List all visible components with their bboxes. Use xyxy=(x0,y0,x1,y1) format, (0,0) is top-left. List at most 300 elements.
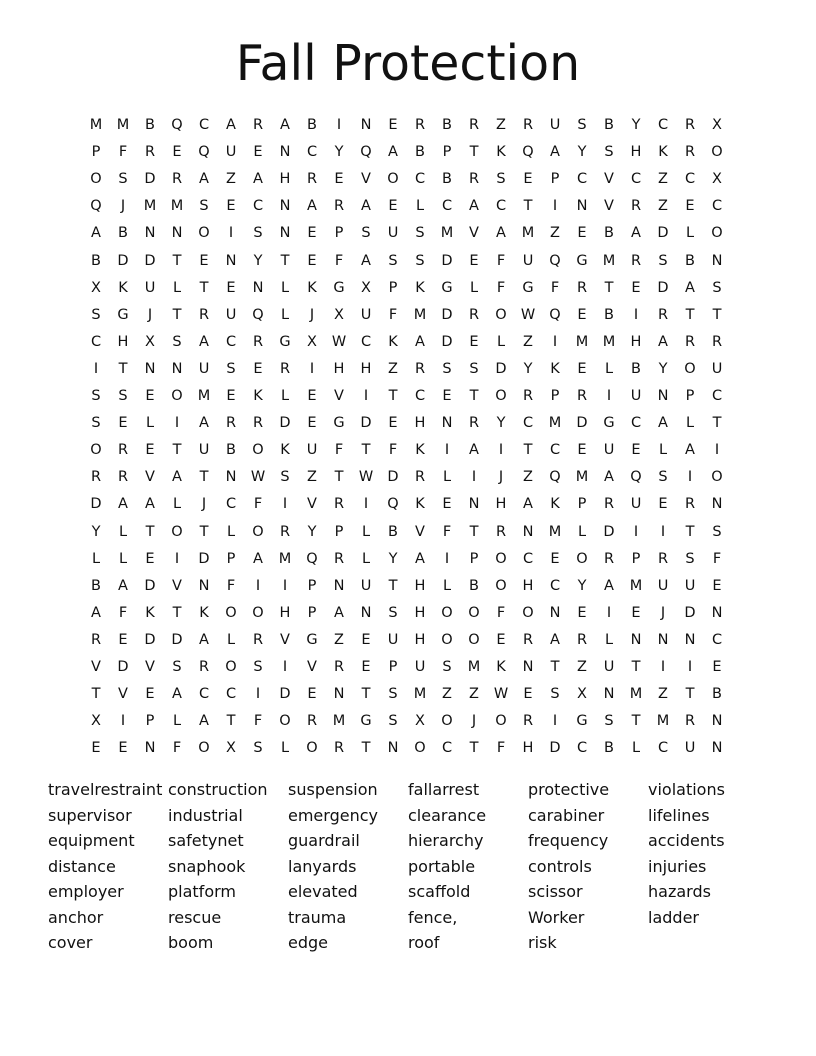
grid-letter: K xyxy=(145,604,155,621)
grid-letter: H xyxy=(630,144,642,161)
grid-letter: V xyxy=(91,659,101,675)
grid-letter: V xyxy=(307,659,317,675)
grid-letter: X xyxy=(91,279,101,296)
word-list-item: elevated xyxy=(288,882,358,901)
grid-letter: M xyxy=(332,713,346,730)
grid-letter: I xyxy=(255,577,261,594)
grid-letter: N xyxy=(549,604,561,621)
grid-letter: U xyxy=(603,659,615,675)
grid-letter: O xyxy=(171,523,183,540)
grid-letter: N xyxy=(387,740,399,757)
grid-letter: I xyxy=(606,604,612,621)
grid-letter: P xyxy=(91,144,101,161)
grid-letter: I xyxy=(444,442,450,459)
grid-letter: A xyxy=(280,117,290,133)
grid-letter: A xyxy=(685,279,695,296)
grid-letter: R xyxy=(144,144,156,161)
word-list-item: scaffold xyxy=(408,882,471,901)
grid-letter: E xyxy=(253,144,263,161)
grid-letter: M xyxy=(629,686,643,703)
word-list-item: lifelines xyxy=(648,805,710,825)
grid-letter: F xyxy=(712,550,722,567)
grid-letter: T xyxy=(523,198,533,215)
grid-letter: L xyxy=(145,415,155,432)
grid-letter: K xyxy=(550,496,560,513)
grid-letter: I xyxy=(552,198,558,215)
grid-letter: R xyxy=(576,279,588,296)
grid-letter: R xyxy=(495,523,507,540)
grid-letter: G xyxy=(117,306,129,323)
grid-letter: C xyxy=(684,171,696,188)
grid-letter: E xyxy=(577,360,587,377)
grid-letter: O xyxy=(414,740,426,757)
grid-letter: M xyxy=(116,117,130,133)
grid-letter: H xyxy=(495,496,507,513)
grid-letter: N xyxy=(711,740,723,757)
grid-letter: X xyxy=(361,279,371,296)
grid-letter: J xyxy=(498,469,504,486)
grid-letter: Z xyxy=(307,469,317,486)
grid-letter: M xyxy=(278,550,292,567)
grid-letter: Q xyxy=(522,144,534,161)
grid-letter: N xyxy=(144,360,156,377)
word-list-item: Worker xyxy=(528,907,585,927)
grid-letter: Z xyxy=(658,198,668,215)
grid-letter: Q xyxy=(549,252,561,269)
grid-letter: Z xyxy=(577,659,587,675)
grid-letter: Z xyxy=(658,171,668,188)
page-title: Fall Protection xyxy=(235,35,581,92)
grid-letter: N xyxy=(630,631,642,648)
grid-letter: S xyxy=(253,740,263,757)
grid-letter: R xyxy=(117,469,129,486)
grid-letter: N xyxy=(657,631,669,648)
grid-letter: A xyxy=(388,144,398,161)
grid-letter: F xyxy=(550,279,560,296)
grid-letter: V xyxy=(172,577,182,594)
grid-letter: O xyxy=(252,442,264,459)
grid-letter: O xyxy=(495,577,507,594)
grid-letter: R xyxy=(657,550,669,567)
grid-letter: C xyxy=(306,144,318,161)
grid-letter: R xyxy=(117,442,129,459)
grid-letter: C xyxy=(495,198,507,215)
grid-letter: F xyxy=(442,523,452,540)
grid-letter: E xyxy=(226,198,236,215)
grid-letter: Q xyxy=(549,469,561,486)
grid-letter: G xyxy=(441,279,453,296)
grid-letter: F xyxy=(496,279,506,296)
grid-letter: A xyxy=(658,415,668,432)
grid-letter: I xyxy=(606,388,612,404)
grid-letter: D xyxy=(144,252,156,269)
grid-letter: E xyxy=(388,415,398,432)
grid-letter: K xyxy=(415,279,425,296)
grid-letter: R xyxy=(684,496,696,513)
grid-letter: R xyxy=(252,333,264,350)
grid-letter: C xyxy=(522,415,534,432)
grid-letter: F xyxy=(334,442,344,459)
grid-letter: O xyxy=(279,713,291,730)
grid-letter: S xyxy=(172,659,182,675)
grid-letter: V xyxy=(307,496,317,513)
word-list-item: trauma xyxy=(288,907,347,927)
grid-letter: T xyxy=(388,577,398,594)
grid-letter: C xyxy=(360,333,372,350)
grid-letter: X xyxy=(226,740,236,757)
grid-letter: U xyxy=(630,496,642,513)
grid-letter: I xyxy=(444,550,450,567)
grid-letter: D xyxy=(549,740,561,757)
grid-letter: L xyxy=(442,469,452,486)
grid-letter: O xyxy=(468,604,480,621)
grid-letter: A xyxy=(118,496,128,513)
grid-letter: T xyxy=(469,144,479,161)
grid-letter: X xyxy=(307,333,317,350)
grid-letter: D xyxy=(90,496,102,513)
word-list-item: rescue xyxy=(168,907,222,927)
grid-letter: A xyxy=(685,442,695,459)
grid-letter: R xyxy=(684,117,696,133)
grid-letter: T xyxy=(118,360,128,377)
grid-letter: B xyxy=(91,577,101,594)
grid-letter: O xyxy=(522,604,534,621)
grid-letter: Q xyxy=(198,144,210,161)
grid-letter: B xyxy=(604,306,614,323)
grid-letter: T xyxy=(361,740,371,757)
grid-letter: D xyxy=(441,306,453,323)
grid-letter: R xyxy=(684,713,696,730)
grid-letter: O xyxy=(306,740,318,757)
grid-letter: E xyxy=(658,496,668,513)
grid-letter: O xyxy=(495,306,507,323)
grid-letter: M xyxy=(602,252,616,269)
word-list-item: accidents xyxy=(648,831,725,850)
grid-letter: K xyxy=(199,604,209,621)
grid-letter: J xyxy=(471,713,477,730)
grid-letter: E xyxy=(496,631,506,648)
grid-letter: E xyxy=(442,496,452,513)
grid-letter: T xyxy=(685,306,695,323)
grid-letter: Z xyxy=(469,686,479,703)
grid-letter: S xyxy=(91,388,101,404)
grid-letter: I xyxy=(498,442,504,459)
word-list-item: guardrail xyxy=(288,831,360,850)
grid-letter: R xyxy=(522,631,534,648)
grid-letter: A xyxy=(199,333,209,350)
grid-letter: L xyxy=(280,279,290,296)
word-list-item: anchor xyxy=(48,907,104,927)
grid-letter: R xyxy=(630,252,642,269)
grid-letter: I xyxy=(282,577,288,594)
grid-letter: E xyxy=(307,415,317,432)
grid-letter: S xyxy=(550,686,560,703)
grid-letter: B xyxy=(442,117,452,133)
grid-letter: H xyxy=(279,604,291,621)
grid-letter: Q xyxy=(387,496,399,513)
grid-letter: D xyxy=(144,631,156,648)
grid-letter: R xyxy=(630,198,642,215)
grid-letter: I xyxy=(660,659,666,675)
grid-letter: U xyxy=(549,117,561,133)
grid-letter: C xyxy=(711,631,723,648)
grid-letter: C xyxy=(252,198,264,215)
grid-letter: A xyxy=(118,577,128,594)
grid-letter: T xyxy=(523,442,533,459)
grid-letter: W xyxy=(331,333,347,350)
grid-letter: E xyxy=(307,252,317,269)
grid-letter: L xyxy=(442,577,452,594)
word-list-item: hazards xyxy=(648,882,711,901)
grid-letter: N xyxy=(333,577,345,594)
grid-letter: S xyxy=(712,279,722,296)
grid-letter: D xyxy=(495,360,507,377)
grid-letter: M xyxy=(575,333,589,350)
grid-letter: T xyxy=(469,388,479,404)
grid-letter: L xyxy=(577,523,587,540)
grid-letter: X xyxy=(577,686,587,703)
grid-letter: R xyxy=(414,117,426,133)
grid-letter: I xyxy=(363,496,369,513)
word-list-item: distance xyxy=(48,856,116,876)
grid-letter: E xyxy=(307,686,317,703)
grid-letter: E xyxy=(631,279,641,296)
grid-letter: F xyxy=(253,713,263,730)
grid-letter: P xyxy=(334,523,344,540)
grid-letter: H xyxy=(522,740,534,757)
grid-letter: C xyxy=(414,171,426,188)
grid-letter: B xyxy=(604,740,614,757)
grid-letter: R xyxy=(684,333,696,350)
grid-letter: F xyxy=(172,740,182,757)
grid-letter: F xyxy=(496,740,506,757)
grid-letter: R xyxy=(252,631,264,648)
word-list-item: portable xyxy=(408,856,476,876)
grid-letter: Y xyxy=(91,523,101,540)
grid-letter: Z xyxy=(388,360,398,377)
grid-letter: I xyxy=(687,659,693,675)
grid-letter: M xyxy=(170,198,184,215)
grid-letter: U xyxy=(630,388,642,404)
grid-letter: B xyxy=(91,252,101,269)
grid-letter: R xyxy=(90,469,102,486)
grid-letter: B xyxy=(145,117,155,133)
grid-letter: R xyxy=(522,117,534,133)
grid-letter: T xyxy=(199,469,209,486)
grid-letter: S xyxy=(442,360,452,377)
grid-letter: E xyxy=(226,279,236,296)
grid-letter: M xyxy=(413,306,427,323)
grid-letter: P xyxy=(145,713,155,730)
grid-letter: C xyxy=(522,550,534,567)
grid-letter: O xyxy=(171,388,183,404)
grid-letter: V xyxy=(604,198,614,215)
grid-letter: Y xyxy=(631,117,641,133)
grid-letter: N xyxy=(279,225,291,242)
grid-letter: I xyxy=(552,333,558,350)
grid-letter: P xyxy=(550,388,560,404)
word-list-item: cover xyxy=(48,933,93,952)
grid-letter: O xyxy=(711,469,723,486)
grid-letter: Z xyxy=(442,686,452,703)
grid-letter: I xyxy=(282,659,288,675)
grid-letter: U xyxy=(306,442,318,459)
grid-letter: K xyxy=(550,360,560,377)
grid-letter: G xyxy=(333,279,345,296)
grid-letter: C xyxy=(198,117,210,133)
grid-letter: O xyxy=(468,631,480,648)
grid-letter: N xyxy=(684,631,696,648)
grid-letter: Z xyxy=(550,225,560,242)
grid-letter: C xyxy=(657,740,669,757)
grid-letter: X xyxy=(91,713,101,730)
grid-letter: D xyxy=(603,523,615,540)
grid-letter: O xyxy=(225,659,237,675)
grid-letter: O xyxy=(711,144,723,161)
grid-letter: E xyxy=(523,171,533,188)
grid-letter: V xyxy=(145,469,155,486)
grid-letter: M xyxy=(467,659,481,675)
grid-letter: E xyxy=(442,388,452,404)
grid-letter: K xyxy=(496,659,506,675)
grid-letter: S xyxy=(685,550,695,567)
grid-letter: F xyxy=(334,252,344,269)
grid-letter: R xyxy=(522,388,534,404)
grid-letter: D xyxy=(144,171,156,188)
grid-letter: R xyxy=(684,144,696,161)
grid-letter: T xyxy=(685,686,695,703)
grid-letter: H xyxy=(522,577,534,594)
grid-letter: X xyxy=(712,171,722,188)
grid-letter: R xyxy=(576,631,588,648)
grid-letter: R xyxy=(252,415,264,432)
grid-letter: V xyxy=(415,523,425,540)
grid-letter: E xyxy=(145,550,155,567)
grid-letter: I xyxy=(336,117,342,133)
grid-letter: S xyxy=(91,415,101,432)
grid-letter: E xyxy=(253,360,263,377)
grid-letter: M xyxy=(656,713,670,730)
grid-letter: U xyxy=(144,279,156,296)
grid-letter: S xyxy=(712,523,722,540)
grid-letter: O xyxy=(576,550,588,567)
grid-letter: G xyxy=(603,415,615,432)
grid-letter: V xyxy=(604,171,614,188)
word-list-item: violations xyxy=(648,780,725,799)
grid-letter: F xyxy=(388,306,398,323)
grid-letter: C xyxy=(441,740,453,757)
grid-letter: T xyxy=(604,279,614,296)
word-list-item: risk xyxy=(528,933,557,952)
grid-letter: S xyxy=(253,659,263,675)
grid-letter: A xyxy=(415,550,425,567)
grid-letter: N xyxy=(360,604,372,621)
grid-letter: J xyxy=(147,306,153,323)
grid-letter: I xyxy=(174,550,180,567)
grid-letter: T xyxy=(685,523,695,540)
word-list-item: boom xyxy=(168,933,214,952)
grid-letter: C xyxy=(549,577,561,594)
grid-letter: S xyxy=(496,171,506,188)
grid-letter: C xyxy=(198,686,210,703)
grid-letter: R xyxy=(576,388,588,404)
grid-letter: P xyxy=(307,577,317,594)
grid-letter: M xyxy=(413,686,427,703)
grid-letter: R xyxy=(333,550,345,567)
word-list-item: fallarrest xyxy=(408,780,480,799)
grid-letter: I xyxy=(687,469,693,486)
grid-letter: R xyxy=(414,360,426,377)
grid-letter: D xyxy=(684,604,696,621)
grid-letter: G xyxy=(333,415,345,432)
grid-letter: T xyxy=(469,523,479,540)
grid-letter: G xyxy=(279,333,291,350)
grid-letter: M xyxy=(521,225,535,242)
word-list-item: supervisor xyxy=(48,805,132,825)
grid-letter: E xyxy=(172,144,182,161)
grid-letter: A xyxy=(631,225,641,242)
grid-letter: U xyxy=(198,360,210,377)
grid-letter: C xyxy=(225,333,237,350)
grid-letter: A xyxy=(550,144,560,161)
grid-letter: C xyxy=(549,442,561,459)
grid-letter: H xyxy=(279,171,291,188)
grid-letter: R xyxy=(306,713,318,730)
grid-letter: Z xyxy=(334,631,344,648)
grid-letter: O xyxy=(387,171,399,188)
grid-letter: I xyxy=(282,496,288,513)
grid-letter: E xyxy=(469,333,479,350)
grid-letter: C xyxy=(225,686,237,703)
grid-letter: E xyxy=(334,171,344,188)
grid-letter: L xyxy=(658,442,668,459)
grid-letter: K xyxy=(496,144,506,161)
grid-letter: B xyxy=(118,225,128,242)
grid-letter: S xyxy=(469,360,479,377)
grid-letter: A xyxy=(307,198,317,215)
grid-letter: N xyxy=(360,117,372,133)
grid-letter: B xyxy=(604,117,614,133)
grid-letter: C xyxy=(90,333,102,350)
grid-letter: U xyxy=(387,225,399,242)
grid-letter: E xyxy=(712,577,722,594)
grid-letter: B xyxy=(712,686,722,703)
grid-letter: Q xyxy=(90,198,102,215)
grid-letter: O xyxy=(441,631,453,648)
grid-letter: O xyxy=(90,171,102,188)
grid-letter: L xyxy=(469,279,479,296)
grid-letter: E xyxy=(577,604,587,621)
grid-letter: A xyxy=(604,469,614,486)
grid-letter: O xyxy=(441,604,453,621)
grid-letter: X xyxy=(334,306,344,323)
grid-letter: A xyxy=(469,198,479,215)
grid-letter: E xyxy=(631,604,641,621)
grid-letter: A xyxy=(199,171,209,188)
grid-letter: E xyxy=(145,388,155,404)
grid-letter: V xyxy=(361,171,371,188)
grid-letter: S xyxy=(415,252,425,269)
grid-letter: Y xyxy=(334,144,344,161)
grid-letter: A xyxy=(469,442,479,459)
grid-letter: U xyxy=(414,659,426,675)
grid-letter: H xyxy=(117,333,129,350)
grid-letter: D xyxy=(441,333,453,350)
grid-letter: A xyxy=(145,496,155,513)
grid-letter: J xyxy=(120,198,126,215)
grid-letter: Z xyxy=(523,333,533,350)
grid-letter: A xyxy=(172,469,182,486)
